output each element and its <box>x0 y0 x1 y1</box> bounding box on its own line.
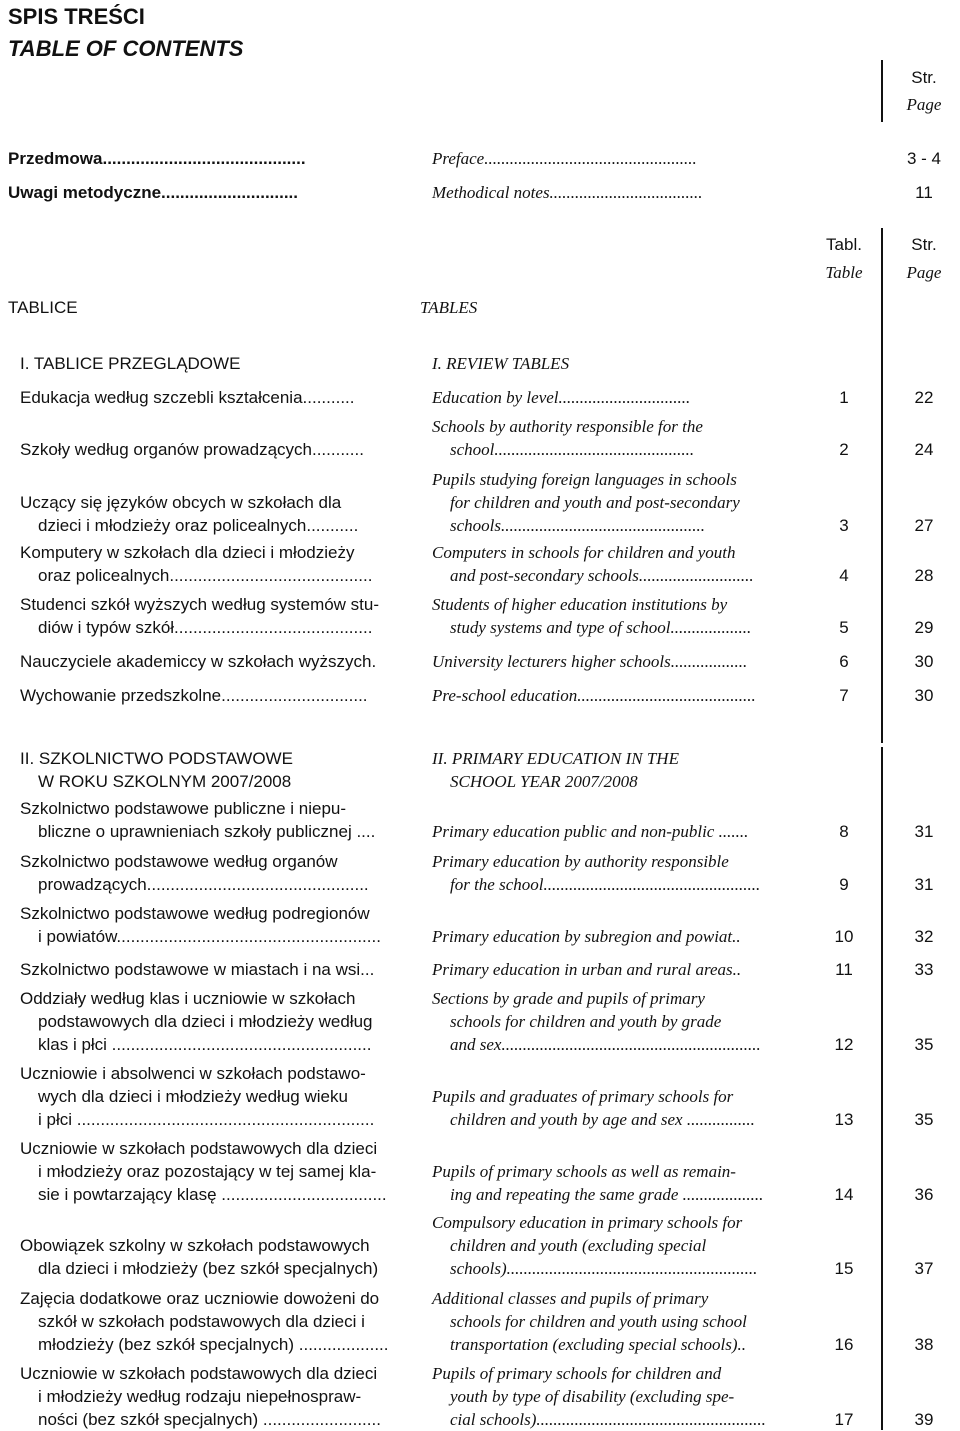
section2-entry-pl[interactable]: Uczniowie w szkołach podstawowych dla dzieci <box>20 1139 378 1158</box>
section2-entry-pl[interactable]: Obowiązek szkolny w szkołach podstawowych <box>20 1236 370 1255</box>
section1-table-number: 7 <box>839 686 849 705</box>
section1-table-number: 2 <box>839 440 849 459</box>
section2-entry-en[interactable]: Pupils and graduates of primary schools for <box>432 1087 734 1106</box>
tables-label-en: TABLES <box>420 298 478 317</box>
section2-table-number: 8 <box>839 822 849 841</box>
section2-entry-pl[interactable]: Uczniowie w szkołach podstawowych dla dzieci <box>20 1364 378 1383</box>
section2-entry-pl[interactable]: Szkolnictwo podstawowe publiczne i niepu- <box>20 799 347 818</box>
section1-table-number: 1 <box>839 388 849 407</box>
section1-entry-pl[interactable]: Nauczyciele akademiccy w szkołach wyższych. <box>20 652 377 671</box>
section1-page-number: 27 <box>914 516 934 535</box>
front-page-1: 3 - 4 <box>906 149 942 168</box>
section2-table-number: 13 <box>834 1110 854 1129</box>
section2-entry-pl[interactable]: i młodzieży według rodzaju niepełnospraw- <box>38 1387 362 1406</box>
page-head-2: Page <box>906 263 942 282</box>
section2-entry-pl[interactable]: podstawowych dla dzieci i młodzieży według <box>38 1012 373 1031</box>
section2-entry-en[interactable]: schools)........................................................... <box>450 1259 758 1278</box>
section2-entry-pl[interactable]: ności (bez szkół specjalnych) ......................... <box>38 1410 381 1429</box>
section2-entry-en[interactable]: children and youth (excluding special <box>450 1236 707 1255</box>
section2-entry-en[interactable]: Pupils of primary schools for children and <box>432 1364 722 1383</box>
section2-entry-en[interactable]: youth by type of disability (excluding spe- <box>450 1387 735 1406</box>
section2-entry-pl[interactable]: Oddziały według klas i uczniowie w szkołach <box>20 989 356 1008</box>
section2-entry-pl[interactable]: bliczne o uprawnieniach szkoły publicznej .... <box>38 822 376 841</box>
section2-entry-en[interactable]: transportation (excluding special schools).. <box>450 1335 747 1354</box>
section1-entry-en[interactable]: Computers in schools for children and youth <box>432 543 736 562</box>
section2-entry-en[interactable]: Sections by grade and pupils of primary <box>432 989 705 1008</box>
section2-heading-en-1: II. PRIMARY EDUCATION IN THE <box>432 749 679 768</box>
section1-entry-en[interactable]: Schools by authority responsible for the <box>432 417 703 436</box>
section1-table-number: 6 <box>839 652 849 671</box>
front-pl-2[interactable]: Uwagi metodyczne............................. <box>8 183 299 202</box>
section1-entry-pl[interactable]: Wychowanie przedszkolne............................... <box>20 686 368 705</box>
section2-entry-pl[interactable]: szkół w szkołach podstawowych dla dzieci i <box>38 1312 365 1331</box>
section1-page-number: 29 <box>914 618 934 637</box>
section1-entry-pl[interactable]: oraz policealnych........................................... <box>38 566 373 585</box>
str-head: Str. <box>911 235 937 254</box>
section2-page-number: 36 <box>914 1185 934 1204</box>
section1-entry-en[interactable]: study systems and type of school................... <box>450 618 752 637</box>
section2-entry-en[interactable]: for the school................................................... <box>450 875 761 894</box>
section1-page-number: 22 <box>914 388 934 407</box>
section1-table-number: 4 <box>839 566 849 585</box>
section2-entry-en[interactable]: schools for children and youth using school <box>450 1312 747 1331</box>
section2-table-number: 16 <box>834 1335 854 1354</box>
section2-entry-pl[interactable]: i powiatów........................................................ <box>38 927 381 946</box>
page-head-page: Page <box>906 95 942 114</box>
front-en-2[interactable]: Methodical notes.................................... <box>432 183 703 202</box>
section2-page-number: 32 <box>914 927 934 946</box>
section2-entry-en[interactable]: Pupils of primary schools as well as remain- <box>432 1162 736 1181</box>
front-en-1[interactable]: Preface.................................................. <box>432 149 697 168</box>
section2-page-number: 35 <box>914 1035 934 1054</box>
section1-table-number: 3 <box>839 516 849 535</box>
section1-heading-pl: I. TABLICE PRZEGLĄDOWE <box>20 354 241 373</box>
section2-table-number: 14 <box>834 1185 854 1204</box>
section1-entry-pl[interactable]: Szkoły według organów prowadzących........... <box>20 440 364 459</box>
page-column-rule-top <box>881 60 883 122</box>
section1-entry-en[interactable]: schools................................................ <box>450 516 705 535</box>
section2-entry-en[interactable]: and sex............................................................. <box>450 1035 761 1054</box>
section2-table-number: 15 <box>834 1259 854 1278</box>
section1-entry-pl[interactable]: diów i typów szkół.......................................... <box>38 618 373 637</box>
section2-table-number: 17 <box>834 1410 854 1429</box>
section2-entry-pl[interactable]: wych dla dzieci i młodzieży według wieku <box>38 1087 348 1106</box>
section2-entry-en[interactable]: Primary education public and non-public ....... <box>432 822 749 841</box>
section2-entry-pl[interactable]: i płci ............................................................... <box>38 1110 375 1129</box>
front-pl-1[interactable]: Przedmowa........................................... <box>8 149 306 168</box>
table-head: Table <box>825 263 863 282</box>
tab-column-rule-2 <box>881 747 883 1430</box>
section2-page-number: 33 <box>914 960 934 979</box>
section2-table-number: 10 <box>834 927 854 946</box>
section2-heading-pl-2: W ROKU SZKOLNYM 2007/2008 <box>38 772 292 791</box>
section2-entry-en[interactable]: children and youth by age and sex ................ <box>450 1110 755 1129</box>
section1-entry-en[interactable]: school............................................... <box>450 440 695 459</box>
section2-entry-pl[interactable]: klas i płci ....................................................... <box>38 1035 372 1054</box>
section1-entry-en[interactable]: Students of higher education institutions by <box>432 595 728 614</box>
section2-page-number: 37 <box>914 1259 934 1278</box>
section2-entry-pl[interactable]: prowadzących............................................... <box>38 875 369 894</box>
section1-entry-pl[interactable]: Uczący się języków obcych w szkołach dla <box>20 493 342 512</box>
section2-entry-pl[interactable]: Szkolnictwo podstawowe w miastach i na wsi... <box>20 960 375 979</box>
tables-label-pl: TABLICE <box>8 298 78 317</box>
section1-entry-pl[interactable]: Studenci szkół wyższych według systemów stu- <box>20 595 380 614</box>
section2-entry-en[interactable]: cial schools)...................................................... <box>450 1410 766 1429</box>
section1-entry-en[interactable]: and post-secondary schools........................... <box>450 566 754 585</box>
section2-table-number: 9 <box>839 875 849 894</box>
section2-heading-pl-1: II. SZKOLNICTWO PODSTAWOWE <box>20 749 293 768</box>
section1-entry-pl[interactable]: Komputery w szkołach dla dzieci i młodzieży <box>20 543 355 562</box>
section2-entry-en[interactable]: Primary education by authority responsible <box>432 852 729 871</box>
section1-entry-en[interactable]: for children and youth and post-secondary <box>450 493 740 512</box>
section2-entry-en[interactable]: Additional classes and pupils of primary <box>432 1289 709 1308</box>
section1-entry-en[interactable]: University lecturers higher schools.................. <box>432 652 748 671</box>
section2-table-number: 12 <box>834 1035 854 1054</box>
section2-entry-en[interactable]: Primary education in urban and rural areas.. <box>432 960 742 979</box>
section2-entry-pl[interactable]: sie i powtarzający klasę ................................... <box>38 1185 387 1204</box>
section1-page-number: 24 <box>914 440 934 459</box>
tabl-head: Tabl. <box>826 235 862 254</box>
section1-heading-en: I. REVIEW TABLES <box>432 354 570 373</box>
section1-table-number: 5 <box>839 618 849 637</box>
section2-table-number: 11 <box>835 960 853 979</box>
section1-page-number: 30 <box>914 652 934 671</box>
section2-page-number: 39 <box>914 1410 934 1429</box>
section2-page-number: 31 <box>914 822 934 841</box>
section2-entry-pl[interactable]: Szkolnictwo podstawowe według organów <box>20 852 338 871</box>
section2-entry-en[interactable]: ing and repeating the same grade ................... <box>450 1185 764 1204</box>
section1-page-number: 30 <box>914 686 934 705</box>
section2-entry-pl[interactable]: Zajęcia dodatkowe oraz uczniowie dowożeni do <box>20 1289 380 1308</box>
title-en: TABLE OF CONTENTS <box>8 36 244 61</box>
section2-heading-en-2: SCHOOL YEAR 2007/2008 <box>450 772 638 791</box>
section2-entry-en[interactable]: Compulsory education in primary schools for <box>432 1213 743 1232</box>
section2-page-number: 38 <box>914 1335 934 1354</box>
section2-entry-en[interactable]: Primary education by subregion and powiat.. <box>432 927 741 946</box>
tab-column-rule <box>881 228 883 743</box>
section1-entry-en[interactable]: Education by level............................... <box>432 388 691 407</box>
section2-entry-pl[interactable]: młodzieży (bez szkół specjalnych) ................... <box>38 1335 389 1354</box>
page-head-str: Str. <box>911 68 937 87</box>
section2-entry-pl[interactable]: i młodzieży oraz pozostający w tej samej kla- <box>38 1162 377 1181</box>
section2-entry-pl[interactable]: Uczniowie i absolwenci w szkołach podstawo- <box>20 1064 366 1083</box>
section1-entry-pl[interactable]: Edukacja według szczebli kształcenia........... <box>20 388 355 407</box>
section1-entry-en[interactable]: Pupils studying foreign languages in schools <box>432 470 737 489</box>
section2-page-number: 31 <box>914 875 934 894</box>
section2-entry-pl[interactable]: dla dzieci i młodzieży (bez szkół specjalnych) <box>38 1259 379 1278</box>
title-pl: SPIS TREŚCI <box>8 4 145 29</box>
section2-entry-en[interactable]: schools for children and youth by grade <box>450 1012 722 1031</box>
section1-page-number: 28 <box>914 566 934 585</box>
section1-entry-pl[interactable]: dzieci i młodzieży oraz policealnych........... <box>38 516 359 535</box>
front-page-2: 11 <box>915 183 933 202</box>
section2-page-number: 35 <box>914 1110 934 1129</box>
section2-entry-pl[interactable]: Szkolnictwo podstawowe według podregionów <box>20 904 370 923</box>
section1-entry-en[interactable]: Pre-school education.......................................... <box>432 686 756 705</box>
